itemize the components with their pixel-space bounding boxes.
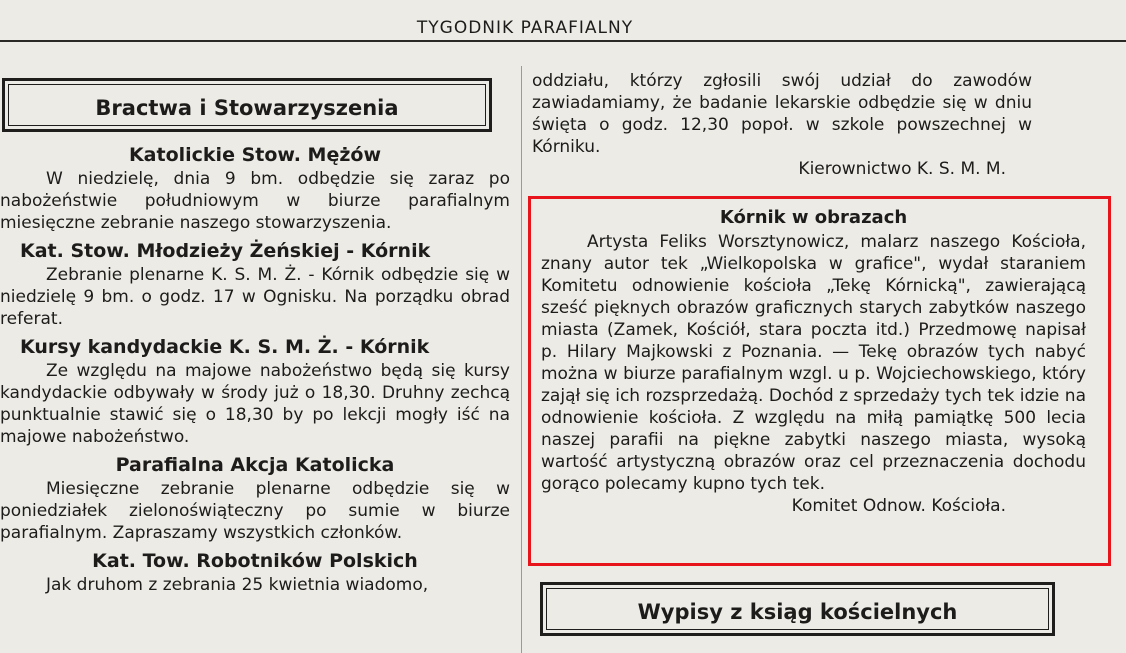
article-signature: Komitet Odnow. Kościoła.: [791, 496, 1006, 516]
wypisy-box: [540, 582, 1055, 636]
section-body: W niedzielę, dnia 9 bm. odbędzie się zaraz po nabożeństwie południowym w biurze parafialnym miesięczne zebranie naszego stowarzyszenia.: [0, 169, 510, 233]
column-divider: [521, 66, 522, 653]
section-heading: Katolickie Stow. Mężów: [128, 144, 382, 166]
continued-signature: Kierownictwo K. S. M. M.: [798, 159, 1006, 179]
section-body: Zebranie plenarne K. S. M. Ż. - Kórnik odbędzie się w niedzielę 9 bm. o godz. 17 w Ognisku. Na porządku obrad referat.: [0, 265, 510, 329]
section-heading: Parafialna Akcja Katolicka: [115, 454, 395, 476]
section-body: Ze względu na majowe nabożeństwo będą się kursy kandydackie odbywały w środy już o 18,30. Druhny zechcą punktualnie stawić się o 18,30 by po lekcji mogły iść na majowe nabożeństwo.: [0, 361, 510, 447]
section-mezow: [0, 142, 510, 234]
right-column: [532, 70, 1032, 180]
bractwa-box-title: Bractwa i Stowarzyszenia: [2, 78, 492, 132]
article-body: Artysta Feliks Worsztynowicz, malarz naszego Kościoła, znany autor tek „Wielkopolska w grafice", wydał staraniem Komitetu odnowienie kościoła „Tekę Kórnicką", zawierającą sześć pięknych obrazów graficznych starych zabytków naszego miasta (Zamek, Kościół, stara poczta itd.) Przedmowę napisał p. Hilary Majkowski z Poznania. — Tekę obrazów tych nabyć można w biurze parafialnym wzgl. u p. Wojciechowskiego, który zajął się ich rozsprzedażą. Dochód z sprzedaży tych tek idzie na odnowienie kościoła. Z względu na miłą pamiątkę 500 lecia naszej parafii na piękne zabytki naszego miasta, wysoką wartość artystyczną obrazów oraz cel przeznaczenia dochodu gorąco polecamy kupno tych tek.: [541, 232, 1086, 494]
section-akcja: [0, 452, 510, 544]
section-heading: Kat. Tow. Robotników Polskich: [92, 550, 418, 572]
section-heading: Kat. Stow. Młodzieży Żeńskiej - Kórnik: [20, 240, 431, 262]
article-kornik-w-obrazach: [528, 196, 1111, 566]
section-robotnikow: [0, 548, 510, 596]
section-mlodziezy: [0, 238, 510, 330]
section-kursy: [0, 334, 510, 448]
section-heading: Kursy kandydackie K. S. M. Ż. - Kórnik: [20, 336, 430, 358]
section-body: Jak druhom z zebrania 25 kwietnia wiadomo,: [46, 575, 429, 595]
wypisy-box-title: Wypisy z ksiąg kościelnych: [540, 582, 1055, 636]
continued-text: oddziału, którzy zgłosili swój udział do zawodów zawiadamiamy, że badanie lekarskie odbędzie się w dniu święta o godz. 12,30 popoł. w szkole powszechnej w Kórniku.: [532, 71, 1032, 157]
header-rule: [0, 40, 1126, 42]
left-column: [0, 70, 510, 596]
article-title: Kórnik w obrazach: [719, 207, 908, 228]
section-body: Miesięczne zebranie plenarne odbędzie się w poniedziałek zielonoświąteczny po sumie w biurze parafialnym. Zapraszamy wszystkich członków.: [0, 479, 510, 543]
running-head: TYGODNIK PARAFIALNY: [416, 18, 634, 38]
